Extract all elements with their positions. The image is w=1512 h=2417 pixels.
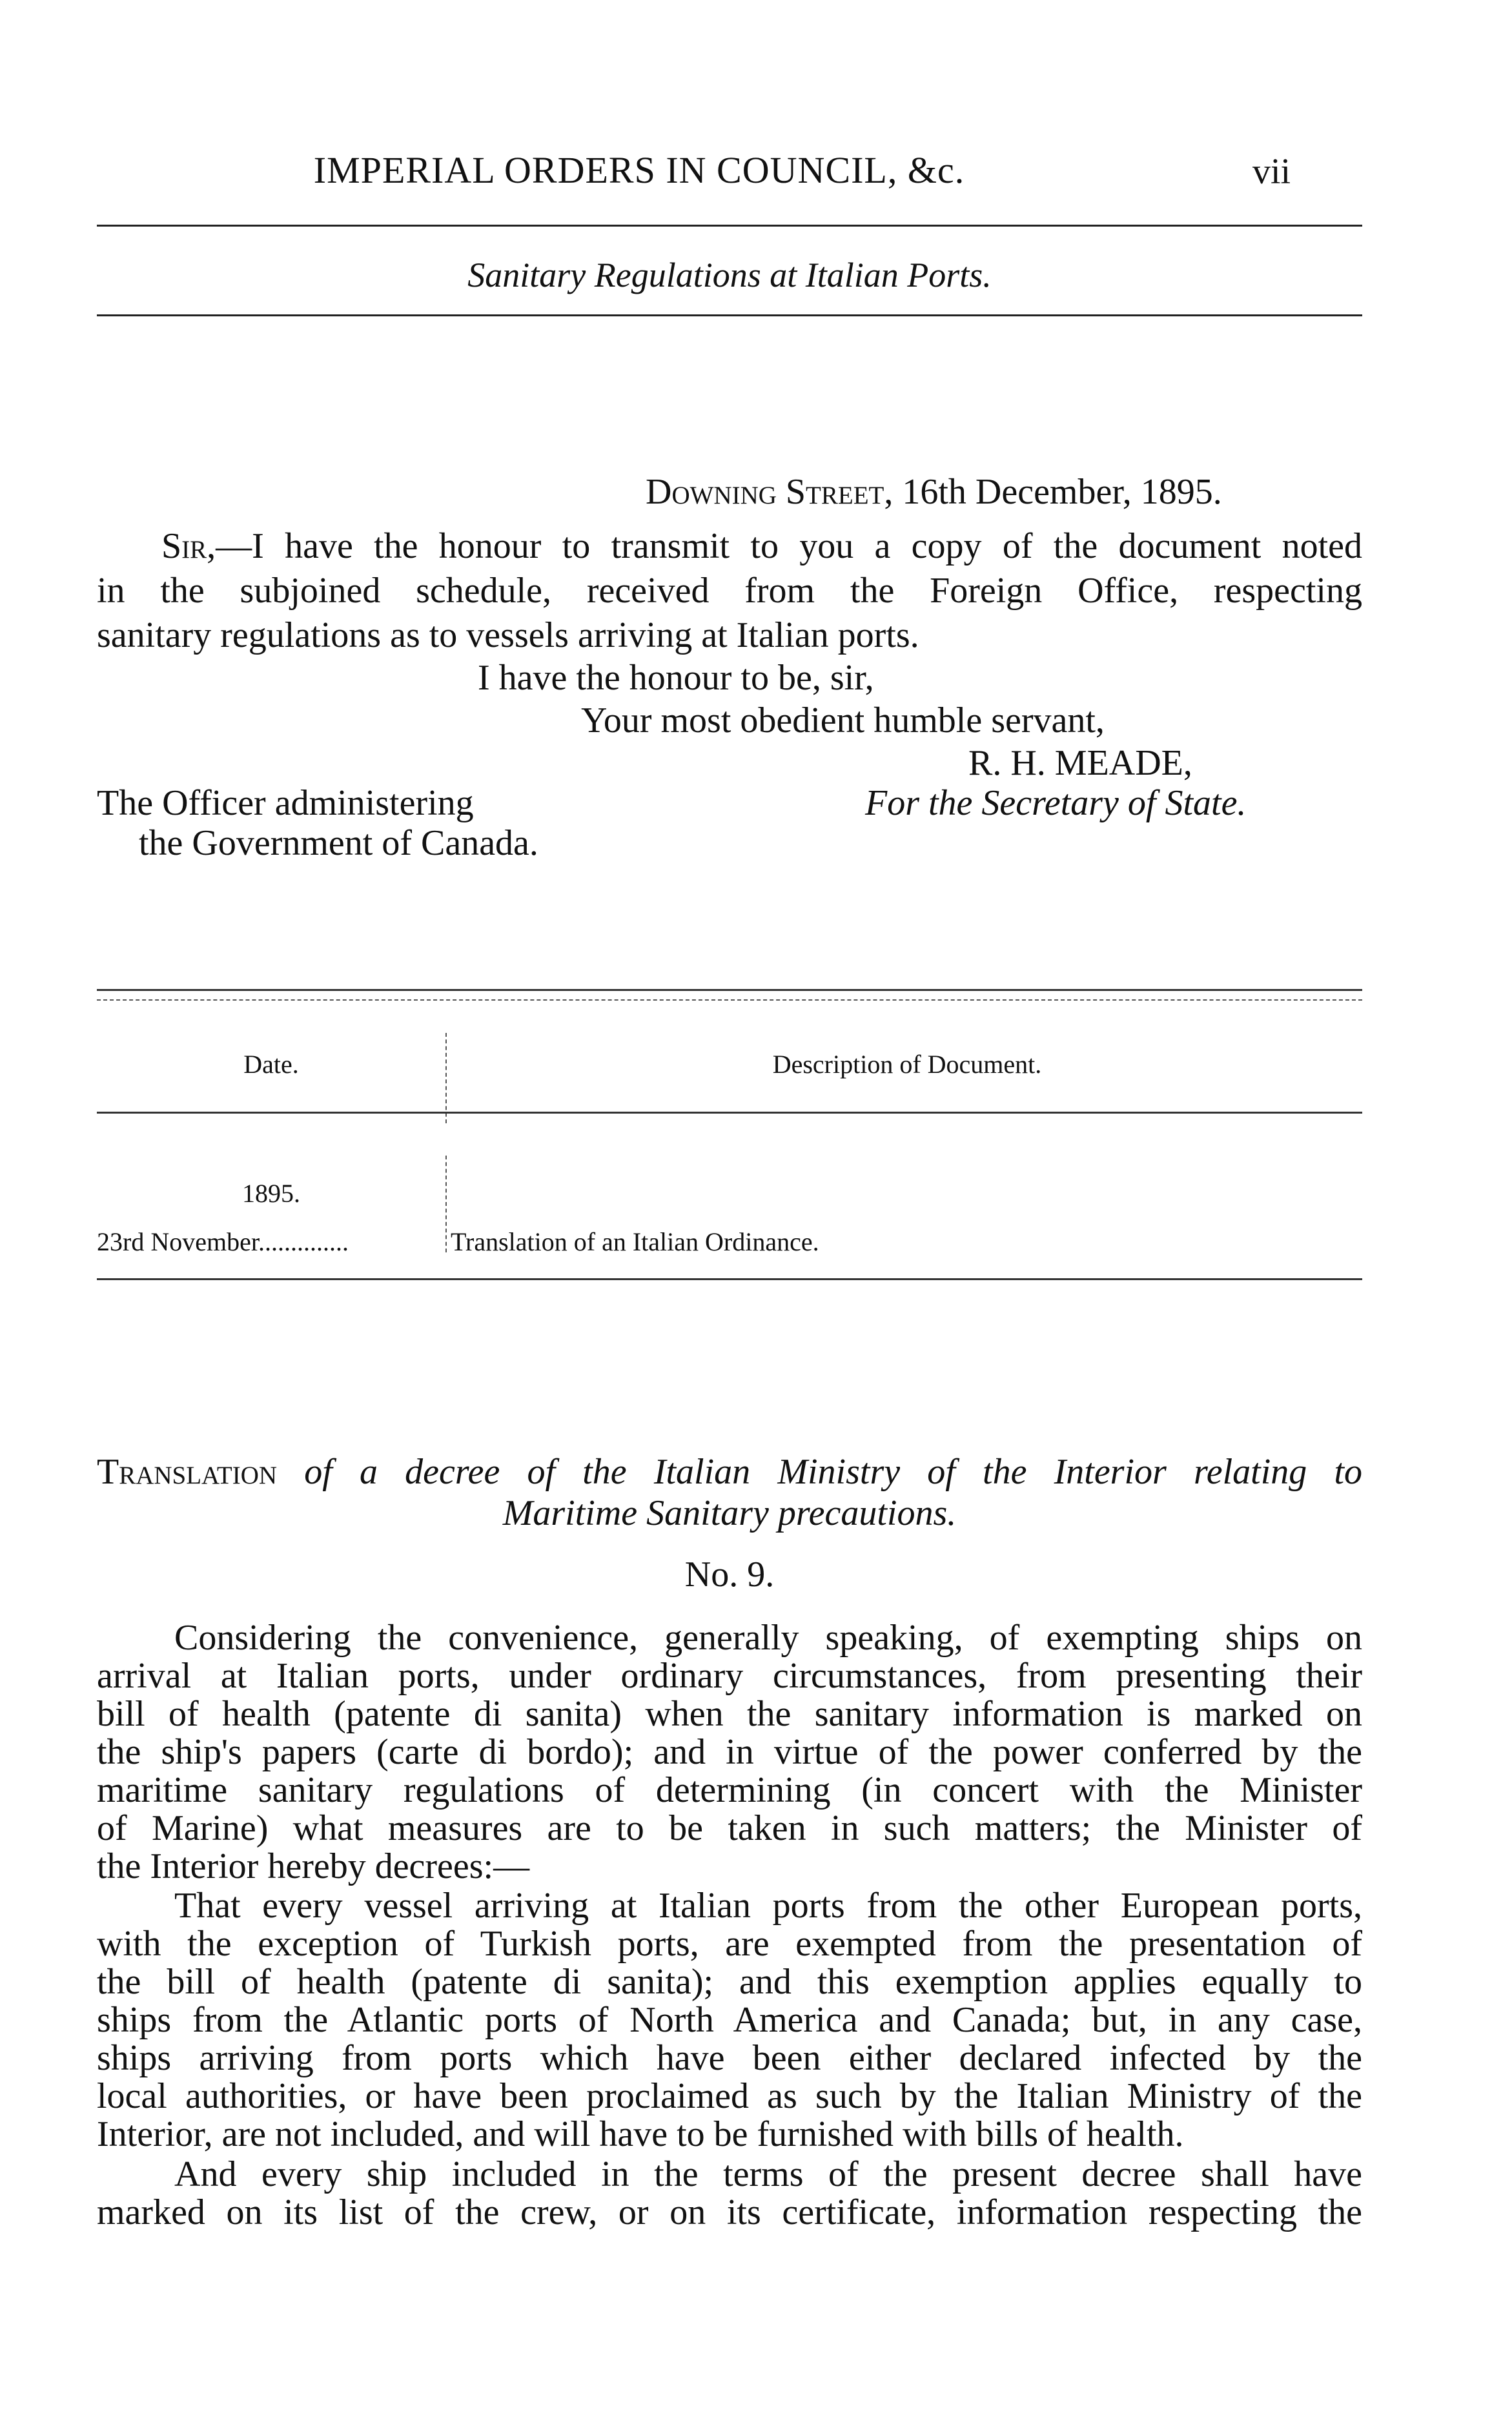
paragraph-line: arrival at Italian ports, under ordinary circumstances, from presenting their bbox=[97, 1656, 1362, 1696]
schedule-divider-header bbox=[445, 1033, 447, 1123]
letter-recipient-1: The Officer administering bbox=[97, 783, 474, 823]
paragraph-line: local authorities, or have been proclaimed as such by the Italian Ministry of the bbox=[97, 2076, 1362, 2116]
paragraph-line: the Interior hereby decrees:— bbox=[97, 1846, 530, 1886]
decree-heading-line-2: Maritime Sanitary precautions. bbox=[502, 1493, 957, 1533]
decree-heading-line-1: Translation of a decree of the Italian Ministry of the Interior relating to bbox=[97, 1452, 1362, 1492]
paragraph-line: with the exception of Turkish ports, are exempted from the presentation of bbox=[97, 1924, 1362, 1964]
letter-line-2: in the subjoined schedule, received from the Foreign Office, respecting bbox=[97, 571, 1362, 611]
header-rule-top bbox=[97, 225, 1362, 227]
letter-salutation: Sir, bbox=[161, 526, 216, 566]
running-title: IMPERIAL ORDERS IN COUNCIL, &c. bbox=[313, 149, 965, 191]
letter-dateline bbox=[646, 470, 1222, 515]
letter-signatory: R. H. MEADE, bbox=[968, 743, 1192, 783]
paragraph-line: the ship's papers (carte di bordo); and in virtue of the power conferred by the bbox=[97, 1732, 1362, 1772]
schedule-divider-body bbox=[445, 1156, 447, 1252]
letter-line-3: sanitary regulations as to vessels arriving at Italian ports. bbox=[97, 615, 919, 655]
paragraph-line: the bill of health (patente di sanita); and this exemption applies equally to bbox=[97, 1962, 1362, 2002]
paragraph-line: Considering the convenience, generally speaking, of exempting ships on bbox=[174, 1618, 1362, 1658]
paragraph-line: ships arriving from ports which have been either declared infected by the bbox=[97, 2038, 1362, 2078]
paragraph-line: maritime sanitary regulations of determining (in concert with the Minister bbox=[97, 1770, 1362, 1810]
decree-heading-lead: Translation bbox=[97, 1452, 278, 1492]
schedule-row-year: 1895. bbox=[242, 1179, 300, 1208]
letter-line-1: Sir,—I have the honour to transmit to you a copy of the document noted bbox=[161, 526, 1362, 566]
schedule-rule-top bbox=[97, 989, 1362, 991]
page-number: vii bbox=[1252, 152, 1291, 192]
paragraph-line: marked on its list of the crew, or on its certificate, information respecting the bbox=[97, 2192, 1362, 2232]
letter-closing-1: I have the honour to be, sir, bbox=[478, 658, 874, 698]
section-subtitle: Sanitary Regulations at Italian Ports. bbox=[467, 256, 992, 294]
paragraph-line: bill of health (patente di sanita) when the sanitary information is marked on bbox=[97, 1694, 1362, 1734]
schedule-row-description: Translation of an Italian Ordinance. bbox=[451, 1227, 819, 1256]
schedule-header-description: Description of Document. bbox=[772, 1050, 1042, 1079]
letter-place: Downing Street, bbox=[646, 472, 894, 512]
schedule-rule-top-dashed bbox=[97, 999, 1362, 1001]
decree-number: No. 9. bbox=[684, 1555, 775, 1595]
schedule-rule-header bbox=[97, 1112, 1362, 1114]
letter-recipient-2: the Government of Canada. bbox=[139, 823, 538, 863]
paragraph-line: Interior, are not included, and will have to be furnished with bills of health. bbox=[97, 2114, 1184, 2154]
paragraph-line: And every ship included in the terms of the present decree shall have bbox=[174, 2154, 1362, 2194]
letter-date: 16th December, 1895. bbox=[902, 472, 1222, 512]
letter-closing-2: Your most obedient humble servant, bbox=[581, 700, 1105, 740]
paragraph-line: of Marine) what measures are to be taken in such matters; the Minister of bbox=[97, 1808, 1362, 1848]
paragraph-line: That every vessel arriving at Italian ports from the other European ports, bbox=[174, 1886, 1362, 1926]
header-rule-bottom bbox=[97, 314, 1362, 316]
schedule-header-date: Date. bbox=[243, 1050, 299, 1079]
schedule-row-date: 23rd November.............. bbox=[97, 1227, 349, 1256]
letter-signatory-role: For the Secretary of State. bbox=[865, 783, 1247, 823]
paragraph-line: ships from the Atlantic ports of North America and Canada; but, in any case, bbox=[97, 2000, 1362, 2040]
schedule-rule-bottom bbox=[97, 1278, 1362, 1280]
